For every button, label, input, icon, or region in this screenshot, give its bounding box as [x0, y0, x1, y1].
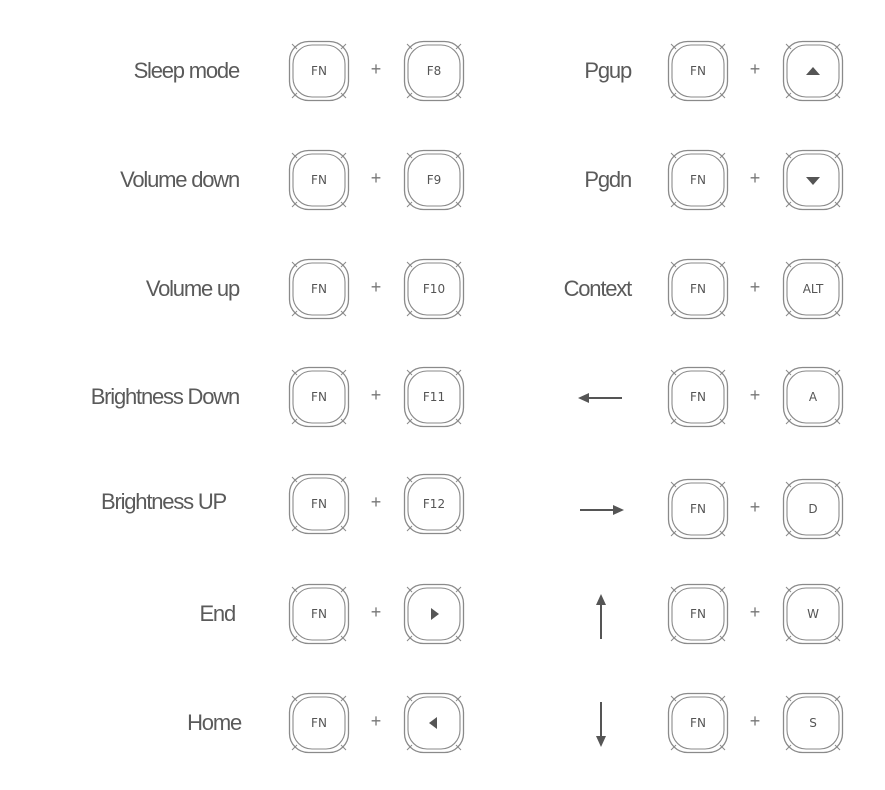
key-label: S	[809, 716, 817, 730]
key-label: ALT	[802, 282, 824, 296]
f8-key	[403, 40, 465, 102]
fn-key	[288, 258, 350, 320]
shortcut-label: Pgup	[584, 58, 631, 83]
key-label: D	[808, 502, 818, 516]
fn-key	[288, 149, 350, 211]
triangle-left-icon	[403, 692, 465, 754]
fn-key	[667, 692, 729, 754]
right-key	[403, 583, 465, 645]
shortcut-row-home	[0, 691, 480, 755]
triangle-down-icon	[782, 149, 844, 211]
key-label: FN	[690, 502, 706, 516]
shortcut-row-arrow-down	[480, 691, 885, 755]
arrow-down-icon	[593, 701, 609, 747]
shortcut-row-pgdn	[480, 148, 885, 212]
shortcut-row-sleep-mode	[0, 39, 480, 103]
plus-sign: +	[749, 168, 761, 188]
key-label: FN	[690, 390, 706, 404]
key-label: W	[807, 607, 819, 621]
shortcut-label: Sleep mode	[133, 58, 239, 83]
up-key	[782, 40, 844, 102]
arrow-up-icon	[593, 594, 609, 640]
key-label: FN	[690, 282, 706, 296]
fn-key	[288, 366, 350, 428]
plus-sign: +	[749, 59, 761, 79]
shortcut-row-volume-up	[0, 257, 480, 321]
fn-key	[288, 40, 350, 102]
fn-key	[667, 366, 729, 428]
key-label: FN	[690, 64, 706, 78]
plus-sign: +	[749, 277, 761, 297]
shortcut-label: Volume down	[120, 167, 239, 192]
key-label: FN	[311, 282, 327, 296]
f11-key	[403, 366, 465, 428]
key-label: F12	[422, 497, 446, 511]
fn-key	[667, 478, 729, 540]
fn-key	[288, 692, 350, 754]
plus-sign: +	[370, 385, 382, 405]
fn-key	[667, 40, 729, 102]
f12-key	[403, 473, 465, 535]
shortcut-label: End	[199, 601, 235, 626]
f10-key	[403, 258, 465, 320]
fn-key	[667, 258, 729, 320]
triangle-up-icon	[782, 40, 844, 102]
shortcut-label: Volume up	[145, 276, 239, 301]
plus-sign: +	[370, 168, 382, 188]
plus-sign: +	[370, 602, 382, 622]
arrow-right-icon	[578, 502, 624, 518]
plus-sign: +	[370, 277, 382, 297]
shortcut-label: Context	[563, 276, 631, 301]
key-label: FN	[311, 173, 327, 187]
shortcut-row-arrow-right	[480, 477, 885, 541]
key-label: FN	[311, 390, 327, 404]
shortcut-row-pgup	[480, 39, 885, 103]
plus-sign: +	[749, 711, 761, 731]
shortcut-label: Brightness UP	[100, 489, 226, 514]
plus-sign: +	[749, 497, 761, 517]
f9-key	[403, 149, 465, 211]
key-label: FN	[690, 716, 706, 730]
plus-sign: +	[370, 711, 382, 731]
fn-key	[667, 149, 729, 211]
fn-key	[288, 583, 350, 645]
key-label: F11	[422, 390, 446, 404]
shortcut-row-arrow-left	[480, 365, 885, 429]
triangle-right-icon	[403, 583, 465, 645]
d-key	[782, 478, 844, 540]
key-label: FN	[311, 716, 327, 730]
fn-key	[667, 583, 729, 645]
fn-key	[288, 473, 350, 535]
shortcut-row-end	[0, 582, 480, 646]
shortcut-label: Brightness Down	[90, 384, 239, 409]
alt-key	[782, 258, 844, 320]
a-key	[782, 366, 844, 428]
w-key	[782, 583, 844, 645]
key-label: A	[808, 390, 818, 404]
shortcut-row-volume-down	[0, 148, 480, 212]
plus-sign: +	[749, 385, 761, 405]
down-key	[782, 149, 844, 211]
key-label: FN	[311, 64, 327, 78]
left-key	[403, 692, 465, 754]
shortcut-label: Home	[187, 710, 241, 735]
shortcut-row-context	[480, 257, 885, 321]
key-label: F10	[422, 282, 446, 296]
plus-sign: +	[749, 602, 761, 622]
arrow-left-icon	[578, 390, 624, 406]
key-label: FN	[690, 607, 706, 621]
shortcut-row-brightness-up	[0, 470, 480, 534]
shortcut-row-arrow-up	[480, 582, 885, 646]
plus-sign: +	[370, 492, 382, 512]
key-label: F9	[426, 173, 442, 187]
key-label: FN	[311, 607, 327, 621]
key-label: FN	[690, 173, 706, 187]
shortcut-label: Pgdn	[584, 167, 631, 192]
s-key	[782, 692, 844, 754]
shortcut-row-brightness-down	[0, 365, 480, 429]
key-label: F8	[426, 64, 442, 78]
key-label: FN	[311, 497, 327, 511]
plus-sign: +	[370, 59, 382, 79]
